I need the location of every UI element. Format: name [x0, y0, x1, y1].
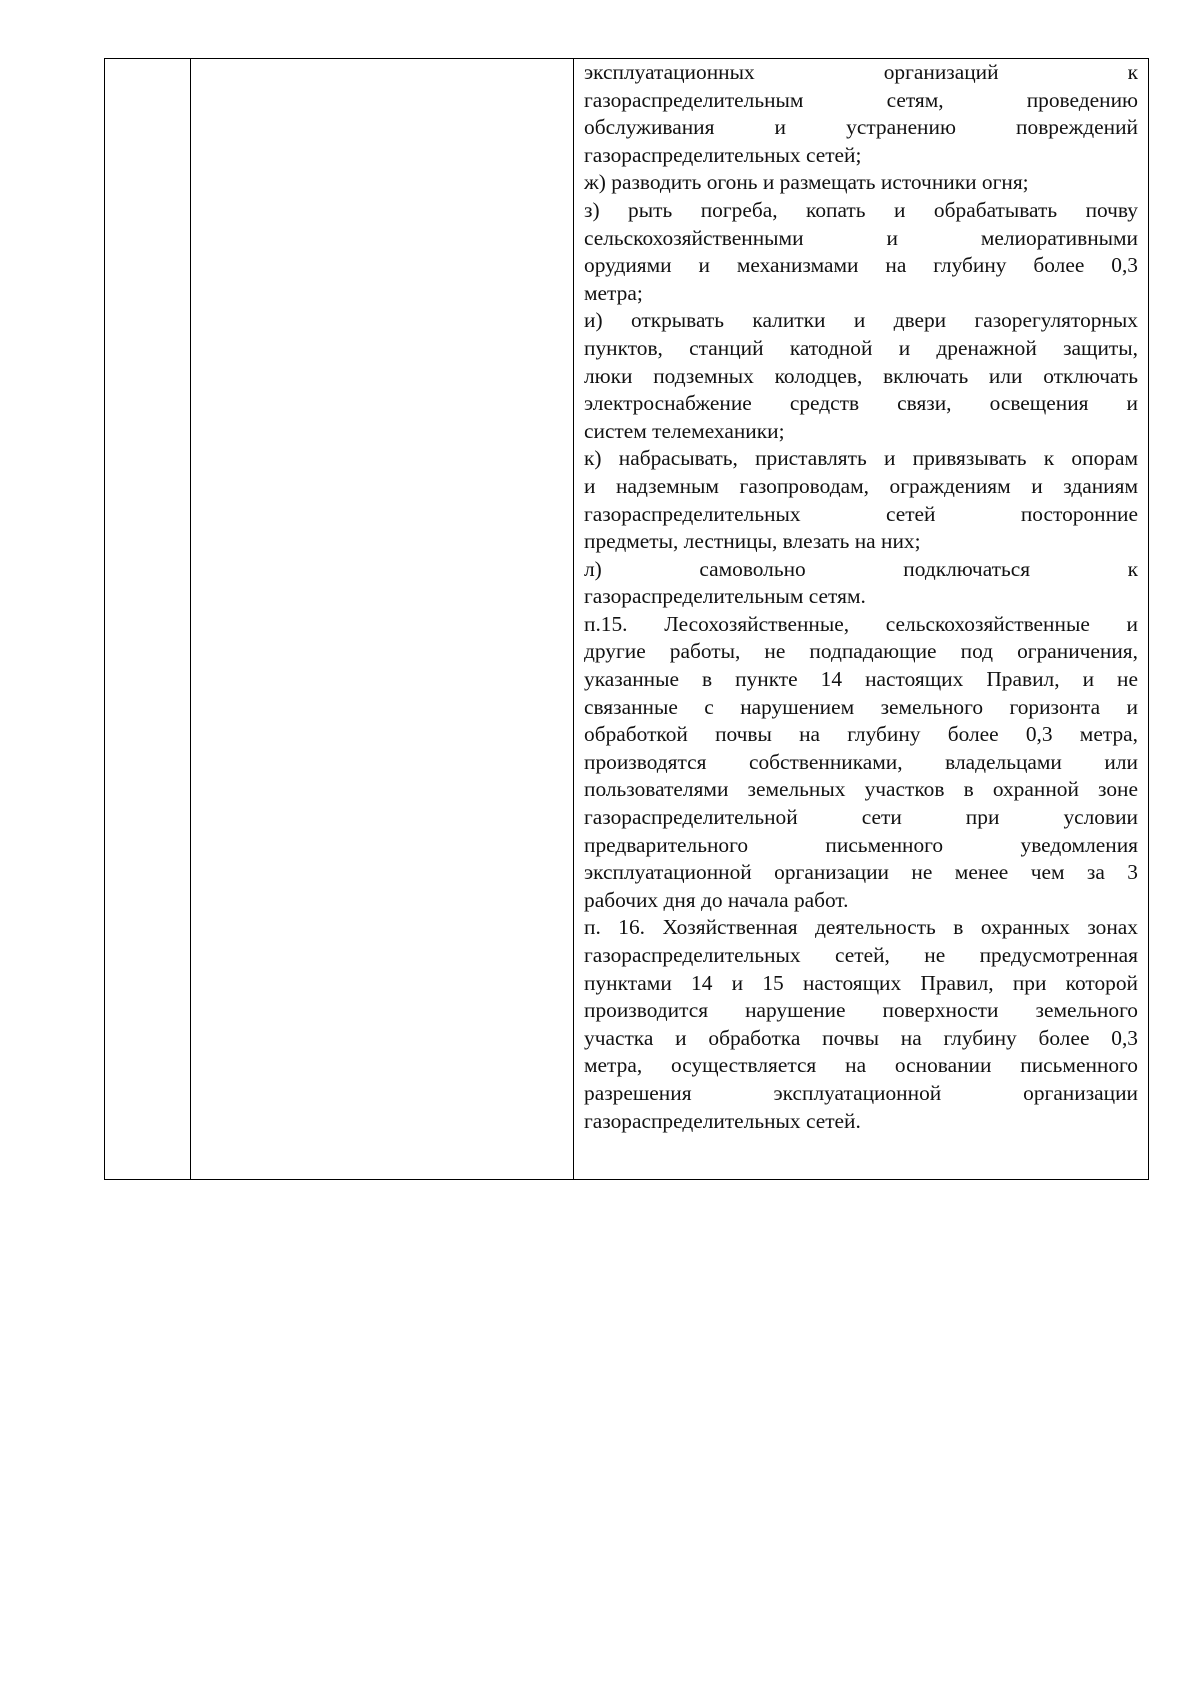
text-line: метра; — [584, 280, 643, 305]
text-line: сельскохозяйственными и мелиоративными — [584, 225, 1138, 250]
text-line: и) открывать калитки и двери газорегуляторных — [584, 308, 1138, 333]
text-line: люки подземных колодцев, включать или отключать — [584, 363, 1138, 388]
text-line: разрешения эксплуатационной организации — [584, 1080, 1138, 1105]
text-line: и надземным газопроводам, ограждениям и зданиям — [584, 473, 1138, 498]
table-cell-regulations — [574, 59, 1148, 1179]
text-line: газораспределительных сетей, не предусмотренная — [584, 943, 1138, 967]
text-line: рабочих дня до начала работ. — [584, 887, 849, 912]
document-table — [104, 58, 1149, 1180]
text-line: газораспределительным сетям, проведению — [584, 87, 1138, 112]
text-line: метра, осуществляется на основании письменного — [584, 1053, 1138, 1078]
text-line: электроснабжение средств связи, освещения и — [584, 391, 1138, 416]
text-line: эксплуатационной организации не менее чем за 3 — [584, 860, 1138, 885]
text-line: з) рыть погреба, копать и обрабатывать почву — [584, 197, 1138, 222]
text-line: систем телемеханики; — [584, 418, 785, 443]
text-line: газораспределительным сетям. — [584, 584, 866, 609]
text-line: обработкой почвы на глубину более 0,3 метра, — [584, 722, 1138, 747]
text-line: пунктов, станций катодной и дренажной защиты, — [584, 335, 1138, 360]
text-line: ж) разводить огонь и размещать источники огня; — [584, 170, 1029, 195]
text-line: указанные в пункте 14 настоящих Правил, и не — [584, 667, 1138, 692]
text-line: эксплуатационных организаций к — [584, 60, 1138, 84]
text-line: пунктами 14 и 15 настоящих Правил, при которой — [584, 970, 1138, 995]
table-cell-description — [191, 59, 574, 1179]
text-line: обслуживания и устранению повреждений — [584, 115, 1138, 140]
text-line: газораспределительных сетей. — [584, 1108, 861, 1133]
text-line: пользователями земельных участков в охранной зоне — [584, 777, 1138, 802]
text-line: другие работы, не подпадающие под ограничения, — [584, 639, 1138, 664]
text-line: производится нарушение поверхности земельного — [584, 998, 1138, 1023]
table-cell-number — [105, 59, 191, 1179]
text-line: связанные с нарушением земельного горизонта и — [584, 694, 1138, 719]
text-line: л) самовольно подключаться к — [584, 556, 1138, 581]
text-line: п. 16. Хозяйственная деятельность в охранных зонах — [584, 915, 1138, 940]
text-line: предварительного письменного уведомления — [584, 832, 1138, 857]
text-line: п.15. Лесохозяйственные, сельскохозяйственные и — [584, 611, 1138, 636]
regulation-text — [584, 59, 1138, 1135]
text-line: предметы, лестницы, влезать на них; — [584, 529, 921, 554]
text-line: газораспределительных сетей посторонние — [584, 501, 1138, 526]
text-line: газораспределительной сети при условии — [584, 805, 1138, 830]
text-line: к) набрасывать, приставлять и привязывать к опорам — [584, 446, 1138, 471]
text-line: производятся собственниками, владельцами или — [584, 749, 1138, 774]
text-line: орудиями и механизмами на глубину более 0,3 — [584, 253, 1138, 278]
text-line: газораспределительных сетей; — [584, 142, 862, 167]
text-line: участка и обработка почвы на глубину более 0,3 — [584, 1025, 1138, 1050]
